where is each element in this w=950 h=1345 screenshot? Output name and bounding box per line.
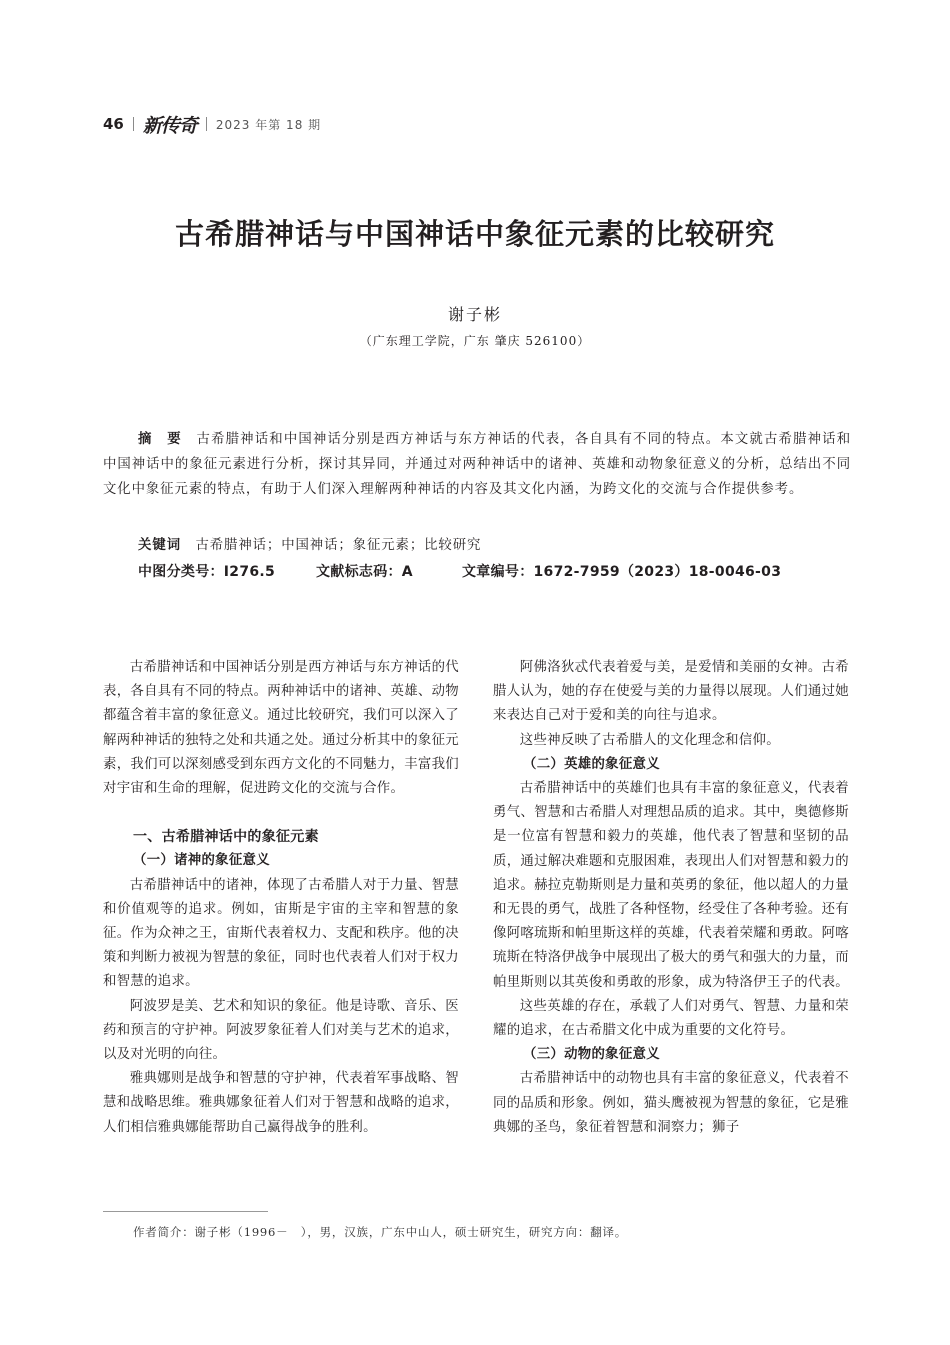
article-number: 文章编号：1672-7959（2023）18-0046-03 — [462, 564, 782, 580]
body-paragraph: 古希腊神话中的诸神，体现了古希腊人对于力量、智慧和价值观等的追求。例如，宙斯是宇宙的主宰和智慧的象征。作为众神之王，宙斯代表着权力、支配和秩序。他的决策和判断力被视为智慧的象征，同时也代表着人们对于权力和智慧的追求。 — [103, 877, 459, 990]
body-paragraph: 雅典娜则是战争和智慧的守护神，代表着军事战略、智慧和战略思维。雅典娜象征着人们对于智慧和战略的追求，人们相信雅典娜能帮助自己赢得战争的胜利。 — [103, 1071, 459, 1135]
keywords — [138, 534, 481, 553]
body-paragraph: 阿佛洛狄忒代表着爱与美，是爱情和美丽的女神。古希腊人认为，她的存在使爱与美的力量得以展现。人们通过她来表达自己对于爱和美的向往与追求。 — [493, 660, 849, 724]
body-column-left — [103, 656, 459, 1140]
header-divider — [206, 117, 207, 131]
page-number: 46 — [103, 115, 124, 133]
abstract-label: 摘 要 — [138, 432, 182, 447]
header-divider — [133, 117, 134, 131]
author-name: 谢子彬 — [447, 305, 502, 324]
body-paragraph: 阿波罗是美、艺术和知识的象征。他是诗歌、音乐、医药和预言的守护神。阿波罗象征着人们对美与艺术的追求，以及对光明的向往。 — [103, 998, 459, 1063]
subsection-heading: （一）诸神的象征意义 — [133, 853, 270, 869]
footnote-divider — [103, 1211, 268, 1212]
running-header — [103, 112, 321, 136]
abstract-text: 古希腊神话和中国神话分别是西方神话与东方神话的代表，各自具有不同的特点。本文就古希腊神话和中国神话中的象征元素进行分析，探讨其异同，并通过对两种神话中的诸神、英雄和动物象征意义的分析，总结出不同文化中象征元素的特点，有助于人们深入理解两种神话的内容及其文化内涵，为跨文化的交流与合作提供参考。 — [103, 432, 852, 497]
clc-number: 中图分类号：I276.5 — [138, 564, 276, 580]
issue-info: 2023 年第 18 期 — [215, 117, 322, 132]
keywords-text: 古希腊神话；中国神话；象征元素；比较研究 — [195, 538, 482, 553]
subsection-heading: （二）英雄的象征意义 — [523, 756, 660, 772]
article-title: 古希腊神话与中国神话中象征元素的比较研究 — [174, 217, 775, 251]
body-paragraph: 古希腊神话中的英雄们也具有丰富的象征意义，代表着勇气、智慧和古希腊人对理想品质的追求。其中，奥德修斯是一位富有智慧和毅力的英雄，他代表了智慧和坚韧的品质，通过解决难题和克服困难，表现出人们对智慧和毅力的追求。赫拉克勒斯则是力量和英勇的象征，他以超人的力量和无畏的勇气，战胜了各种怪物，经受住了各种考验。还有像阿喀琉斯和帕里斯这样的英雄，代表着荣耀和勇敢。阿喀琉斯在特洛伊战争中展现出了极大的勇气和强大的力量，而帕里斯则以其英俊和勇敢的形象，成为特洛伊王子的代表。 — [493, 781, 849, 990]
classification-line — [138, 561, 781, 581]
body-paragraph: 古希腊神话中的动物也具有丰富的象征意义，代表着不同的品质和形象。例如，猫头鹰被视为智慧的象征，它是雅典娜的圣鸟，象征着智慧和洞察力；狮子 — [493, 1071, 849, 1135]
body-paragraph: 这些英雄的存在，承载了人们对勇气、智慧、力量和荣耀的追求，在古希腊文化中成为重要的文化符号。 — [493, 998, 849, 1039]
author-affiliation: （广东理工学院，广东 肇庆 526100） — [359, 334, 591, 348]
section-heading: 一、古希腊神话中的象征元素 — [133, 829, 319, 846]
body-paragraph: 这些神反映了古希腊人的文化理念和信仰。 — [519, 732, 780, 748]
intro-paragraph: 古希腊神话和中国神话分别是西方神话与东方神话的代表，各自具有不同的特点。两种神话中的诸神、英雄、动物都蕴含着丰富的象征意义。通过比较研究，我们可以深入了解两种神话的独特之处和共通之处。通过分析其中的象征元素，我们可以深刻感受到东西方文化的不同魅力，丰富我们对宇宙和生命的理解，促进跨文化的交流与合作。 — [103, 660, 459, 797]
author-footnote: 作者简介：谢子彬（1996－ ），男，汉族，广东中山人，硕士研究生，研究方向：翻译。 — [133, 1225, 628, 1239]
body-column-right — [493, 656, 849, 1140]
journal-logo: 新传奇 — [142, 114, 197, 137]
abstract — [103, 428, 851, 502]
subsection-heading: （三）动物的象征意义 — [523, 1047, 660, 1063]
document-code: 文献标志码：A — [316, 564, 413, 580]
keywords-label: 关键词 — [138, 538, 182, 553]
